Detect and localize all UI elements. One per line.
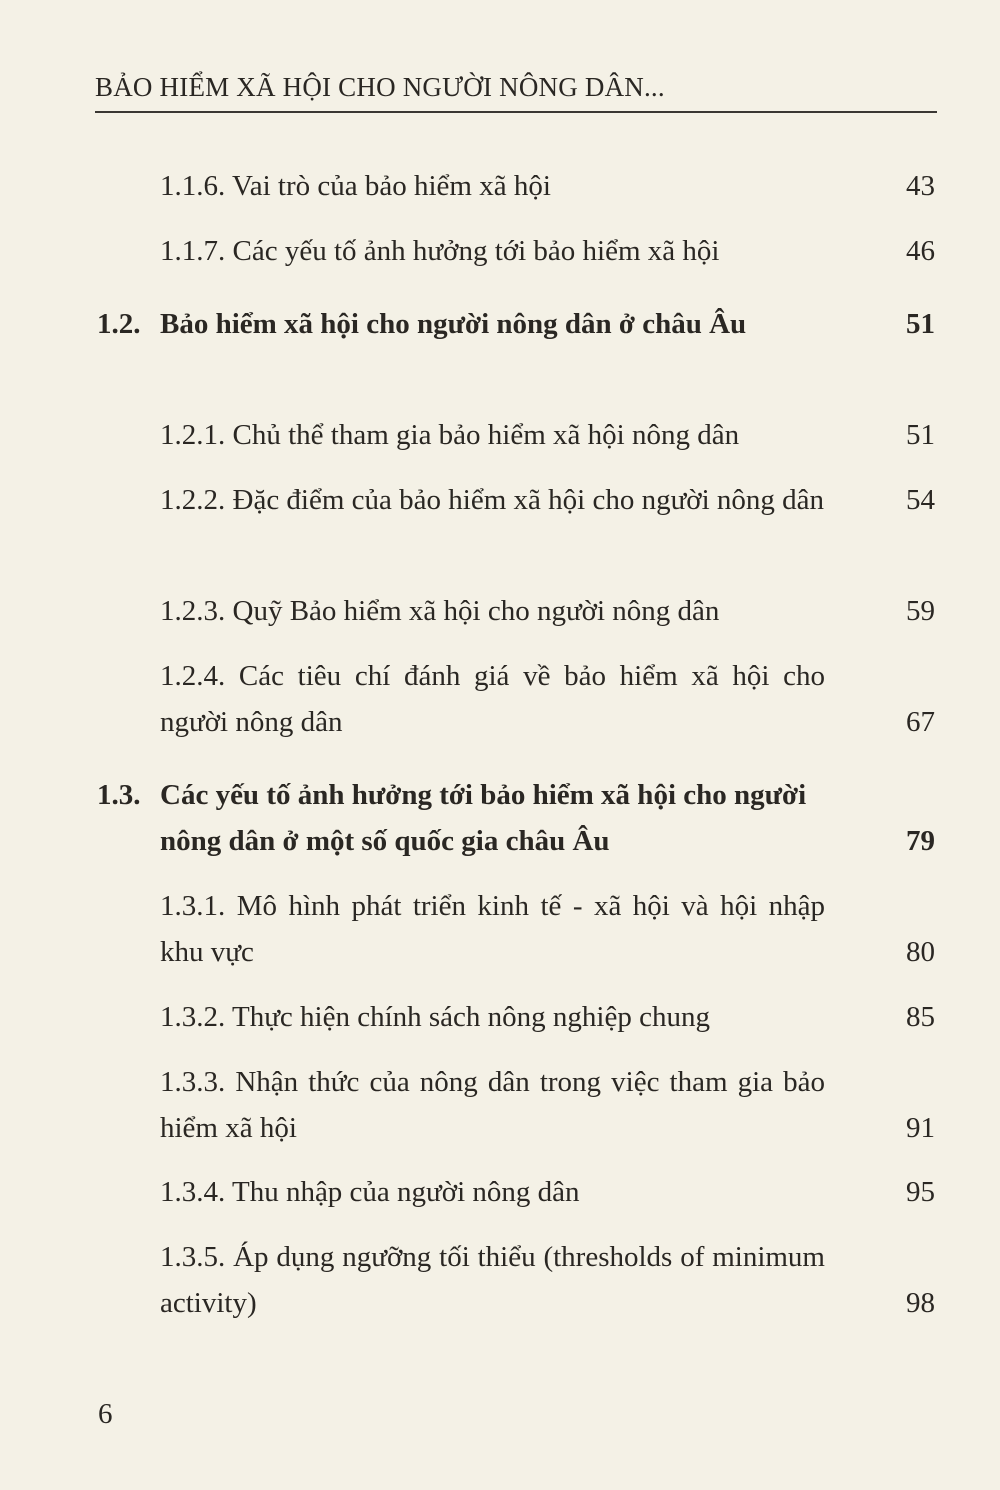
toc-entry-1-3-5 xyxy=(160,1234,935,1326)
toc-entry-page: 67 xyxy=(906,706,935,738)
toc-entry-page: 98 xyxy=(906,1287,935,1319)
toc-entry-1-1-6 xyxy=(160,163,935,209)
toc-entry-1-3-4 xyxy=(160,1169,935,1215)
toc-entry-1-2-1 xyxy=(160,412,935,458)
toc-entry-page: 51 xyxy=(906,419,935,451)
toc-entry-1-2-4 xyxy=(160,653,935,745)
toc-section-number: 1.3. xyxy=(97,779,141,811)
running-header: BẢO HIỂM XÃ HỘI CHO NGƯỜI NÔNG DÂN... xyxy=(95,72,937,113)
toc-entry-page: 46 xyxy=(906,235,935,267)
toc-entry-page: 51 xyxy=(906,308,935,340)
toc-entry-title: 1.1.7. Các yếu tố ảnh hưởng tới bảo hiểm xã hội xyxy=(160,235,720,267)
toc-entry-title: 1.1.6. Vai trò của bảo hiểm xã hội xyxy=(160,170,551,202)
toc-entry-1-2-3 xyxy=(160,588,935,634)
toc-entry-page: 91 xyxy=(906,1112,935,1144)
toc-entry-page: 85 xyxy=(906,1001,935,1033)
toc-entry-title: 1.2.4. Các tiêu chí đánh giá về bảo hiểm xã hội cho người nông dân xyxy=(160,660,825,738)
toc-section-1-3 xyxy=(97,772,935,864)
toc-entry-title: 1.3.2. Thực hiện chính sách nông nghiệp chung xyxy=(160,1001,710,1033)
toc-entry-page: 54 xyxy=(906,484,935,516)
toc-entry-1-3-1 xyxy=(160,883,935,975)
toc-entry-page: 59 xyxy=(906,595,935,627)
toc-section-1-2 xyxy=(97,301,935,347)
toc-section-title: Bảo hiểm xã hội cho người nông dân ở châu Âu xyxy=(160,308,747,340)
toc-section-title: Các yếu tố ảnh hưởng tới bảo hiểm xã hội cho người nông dân ở một số quốc gia châu Âu xyxy=(160,779,807,857)
toc-entry-page: 79 xyxy=(906,825,935,857)
toc-entry-1-3-2 xyxy=(160,994,935,1040)
toc-entry-page: 95 xyxy=(906,1176,935,1208)
toc-section-number: 1.2. xyxy=(97,308,141,340)
toc-entry-1-2-2 xyxy=(160,477,935,523)
page-number: 6 xyxy=(98,1398,113,1430)
toc-entry-page: 43 xyxy=(906,170,935,202)
toc-entry-title: 1.3.5. Áp dụng ngưỡng tối thiểu (thresholds of minimum activity) xyxy=(160,1241,825,1319)
toc-entry-1-1-7 xyxy=(160,228,935,274)
toc-entry-title: 1.2.1. Chủ thể tham gia bảo hiểm xã hội nông dân xyxy=(160,419,740,451)
toc-entry-title: 1.3.3. Nhận thức của nông dân trong việc tham gia bảo hiểm xã hội xyxy=(160,1066,825,1144)
toc-entry-title: 1.2.3. Quỹ Bảo hiểm xã hội cho người nông dân xyxy=(160,595,720,627)
toc-entry-page: 80 xyxy=(906,936,935,968)
toc-entry-title: 1.3.1. Mô hình phát triển kinh tế - xã hội và hội nhập khu vực xyxy=(160,890,825,968)
toc-entry-title: 1.2.2. Đặc điểm của bảo hiểm xã hội cho người nông dân xyxy=(160,484,825,516)
toc-entry-1-3-3 xyxy=(160,1059,935,1151)
toc-entry-title: 1.3.4. Thu nhập của người nông dân xyxy=(160,1176,580,1208)
